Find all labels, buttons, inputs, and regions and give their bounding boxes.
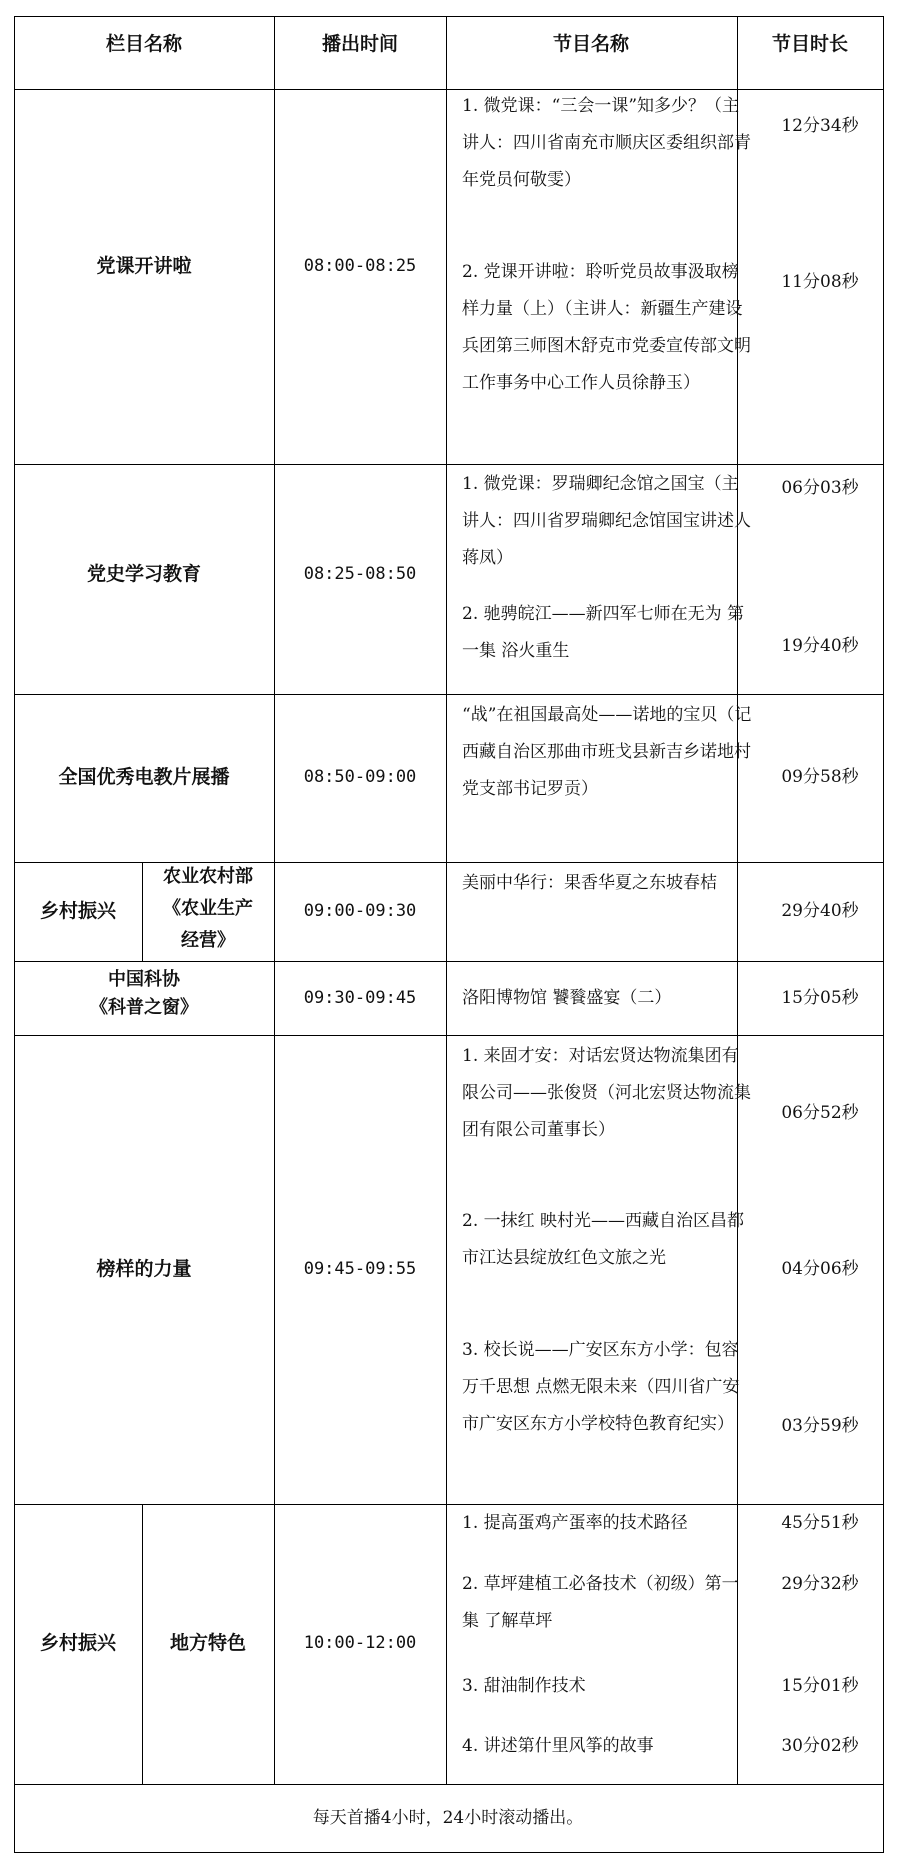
row-column-name: 全国优秀电教片展播 xyxy=(58,766,230,788)
program-duration: 30分02秒 xyxy=(781,1736,859,1756)
row-column-name: 榜样的力量 xyxy=(96,1258,192,1280)
program-title: 1. 微党课：“三会一课”知多少？（主讲人：四川省南充市顺庆区委组织部青年党员何敬雯） xyxy=(462,96,751,190)
program-title: “战”在祖国最高处——诺地的宝贝（记西藏自治区那曲市班戈县新吉乡诺地村党支部书记罗贡） xyxy=(462,705,752,799)
row-time: 09:30-09:45 xyxy=(303,988,417,1008)
program-duration: 11分08秒 xyxy=(781,272,859,292)
program-title: 1. 提高蛋鸡产蛋率的技术路径 xyxy=(462,1513,688,1533)
program-duration: 04分06秒 xyxy=(781,1259,859,1279)
row-subcolumn: 地方特色 xyxy=(169,1632,247,1654)
row-time: 09:00-09:30 xyxy=(303,901,417,921)
row-time: 08:50-09:00 xyxy=(303,767,417,787)
program-title: 2. 草坪建植工必备技术（初级）第一集 了解草坪 xyxy=(462,1574,739,1631)
program-title: 2. 驰骋皖江——新四军七师在无为 第一集 浴火重生 xyxy=(462,604,745,661)
header-broadcast-time: 播出时间 xyxy=(321,33,399,55)
row-subcolumn-line: 《农业生产 xyxy=(163,898,253,919)
program-title: 3. 甜油制作技术 xyxy=(462,1676,586,1696)
row-column-name-line: 中国科协 xyxy=(108,969,180,990)
program-duration: 19分40秒 xyxy=(781,636,859,656)
program-duration: 06分03秒 xyxy=(781,478,859,498)
program-title: 2. 一抹红 映村光——西藏自治区昌都市江达县绽放红色文旅之光 xyxy=(462,1211,745,1268)
row-column-name: 乡村振兴 xyxy=(39,900,117,922)
program-duration: 12分34秒 xyxy=(781,116,859,136)
program-duration: 29分32秒 xyxy=(781,1574,859,1594)
program-duration: 09分58秒 xyxy=(781,767,859,787)
program-title: 3. 校长说——广安区东方小学：包容万千思想 点燃无限未来（四川省广安市广安区东方小学校特色教育纪实） xyxy=(462,1340,740,1434)
row-column-name: 党史学习教育 xyxy=(86,563,202,585)
program-duration: 06分52秒 xyxy=(781,1103,859,1123)
program-duration: 03分59秒 xyxy=(781,1416,859,1436)
program-duration: 29分40秒 xyxy=(781,901,859,921)
row-time: 08:00-08:25 xyxy=(303,256,417,276)
program-title: 1. 来固才安：对话宏贤达物流集团有限公司——张俊贤（河北宏贤达物流集团有限公司董事长） xyxy=(462,1046,751,1140)
header-program-name: 节目名称 xyxy=(552,33,630,55)
program-title: 1. 微党课：罗瑞卿纪念馆之国宝（主讲人：四川省罗瑞卿纪念馆国宝讲述人蒋凤） xyxy=(462,474,751,568)
table-footer-note: 每天首播4小时，24小时滚动播出。 xyxy=(312,1808,584,1828)
row-column-name: 党课开讲啦 xyxy=(96,255,192,277)
row-subcolumn-line: 农业农村部 xyxy=(163,866,253,887)
header-column-name: 栏目名称 xyxy=(105,33,183,55)
row-time: 08:25-08:50 xyxy=(303,564,417,584)
program-title: 4. 讲述第什里风筝的故事 xyxy=(462,1736,654,1756)
program-title: 2. 党课开讲啦：聆听党员故事汲取榜样力量（上）（主讲人：新疆生产建设兵团第三师图木舒克市党委宣传部文明工作事务中心工作人员徐静玉） xyxy=(462,262,751,393)
program-duration: 15分01秒 xyxy=(781,1676,859,1696)
row-time: 09:45-09:55 xyxy=(303,1259,417,1279)
row-time: 10:00-12:00 xyxy=(303,1633,417,1653)
header-duration: 节目时长 xyxy=(771,33,849,55)
program-title: 洛阳博物馆 饕餮盛宴（二） xyxy=(462,988,672,1008)
program-title: 美丽中华行：果香华夏之东坡春桔 xyxy=(462,873,717,893)
program-duration: 15分05秒 xyxy=(781,988,859,1008)
program-duration: 45分51秒 xyxy=(781,1513,859,1533)
row-column-name: 乡村振兴 xyxy=(39,1632,117,1654)
row-column-name-line: 《科普之窗》 xyxy=(90,997,198,1018)
row-subcolumn-line: 经营》 xyxy=(181,930,235,951)
